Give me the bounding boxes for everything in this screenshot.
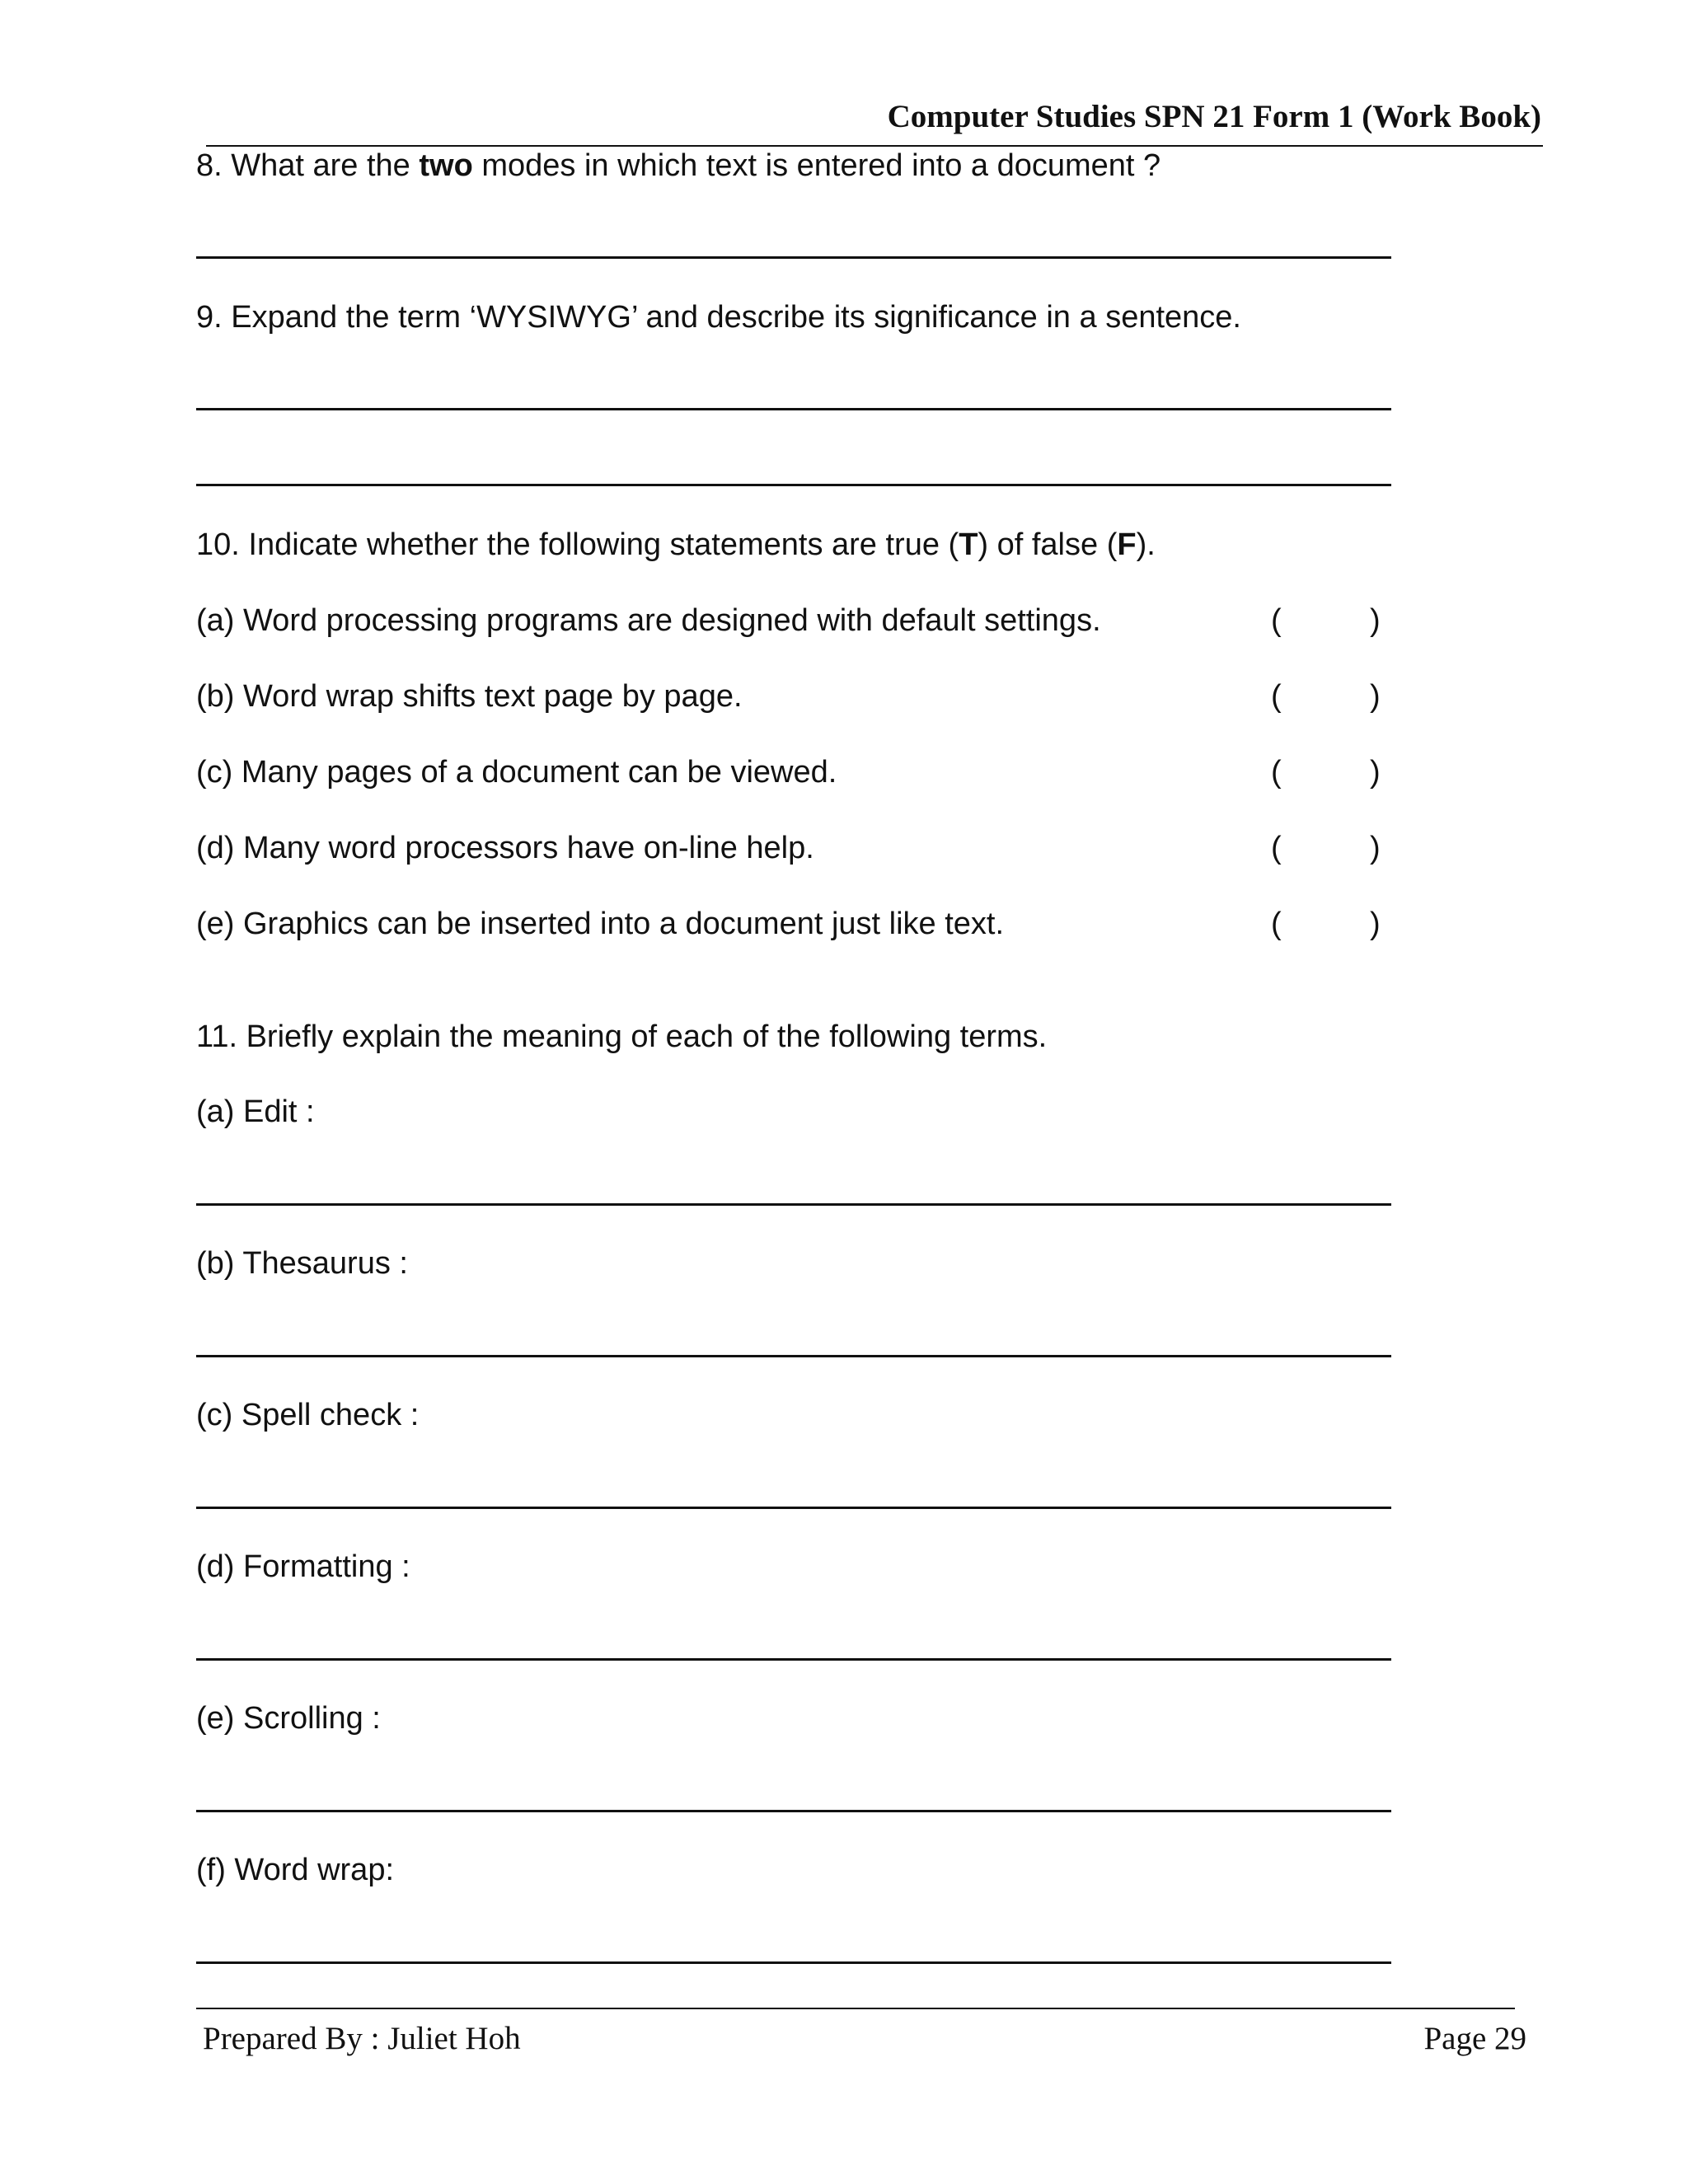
question-11-intro: 11. Briefly explain the meaning of each of the following terms.: [196, 1019, 1048, 1054]
answer-paren-close-e: ): [1370, 907, 1381, 941]
answer-line-q9-1: [196, 408, 1391, 410]
answer-line-spell-check: [196, 1507, 1391, 1509]
false-letter: F: [1117, 527, 1137, 562]
question-10-text-start: 10. Indicate whether the following statements are true (: [196, 527, 959, 562]
answer-paren-close-c: ): [1370, 755, 1381, 790]
footer-author: Prepared By : Juliet Hoh: [203, 2021, 521, 2056]
term-scrolling: (e) Scrolling :: [196, 1701, 381, 1736]
question-10-text-middle: ) of false (: [978, 527, 1118, 562]
question-9: 9. Expand the term ‘WYSIWYG’ and describe its significance in a sentence.: [196, 300, 1241, 335]
page-number: Page 29: [1423, 2021, 1526, 2056]
answer-paren-open-b: (: [1271, 679, 1282, 714]
question-10-text-end: ).: [1136, 527, 1156, 562]
question-8-bold-word: two: [419, 148, 473, 183]
answer-line-edit: [196, 1203, 1391, 1206]
answer-paren-open-a: (: [1271, 603, 1282, 638]
statement-a: (a) Word processing programs are designed with default settings.: [196, 603, 1101, 638]
answer-line-q8: [196, 256, 1391, 259]
question-8: [196, 147, 1160, 185]
answer-line-scrolling: [196, 1810, 1391, 1812]
answer-paren-open-d: (: [1271, 831, 1282, 865]
answer-paren-open-c: (: [1271, 755, 1282, 790]
statement-d: (d) Many word processors have on-line help.: [196, 831, 814, 865]
statement-c: (c) Many pages of a document can be viewed.: [196, 755, 837, 790]
answer-line-thesaurus: [196, 1355, 1391, 1357]
answer-paren-close-a: ): [1370, 603, 1381, 638]
question-8-text-end: modes in which text is entered into a document ?: [472, 148, 1161, 183]
answer-paren-close-d: ): [1370, 831, 1381, 865]
answer-line-formatting: [196, 1658, 1391, 1661]
footer-rule: [196, 2008, 1515, 2009]
term-edit: (a) Edit :: [196, 1094, 315, 1129]
answer-line-word-wrap: [196, 1961, 1391, 1964]
answer-line-q9-2: [196, 484, 1391, 486]
answer-paren-close-b: ): [1370, 679, 1381, 714]
true-letter: T: [959, 527, 978, 562]
header-title: Computer Studies SPN 21 Form 1 (Work Book): [887, 99, 1541, 134]
answer-paren-open-e: (: [1271, 907, 1282, 941]
term-word-wrap: (f) Word wrap:: [196, 1853, 395, 1887]
statement-e: (e) Graphics can be inserted into a document just like text.: [196, 907, 1005, 941]
question-8-text-start: 8. What are the: [196, 148, 420, 183]
statement-b: (b) Word wrap shifts text page by page.: [196, 679, 743, 714]
term-thesaurus: (b) Thesaurus :: [196, 1246, 408, 1281]
term-spell-check: (c) Spell check :: [196, 1398, 420, 1432]
question-10-intro: [196, 526, 1156, 564]
term-formatting: (d) Formatting :: [196, 1549, 410, 1584]
